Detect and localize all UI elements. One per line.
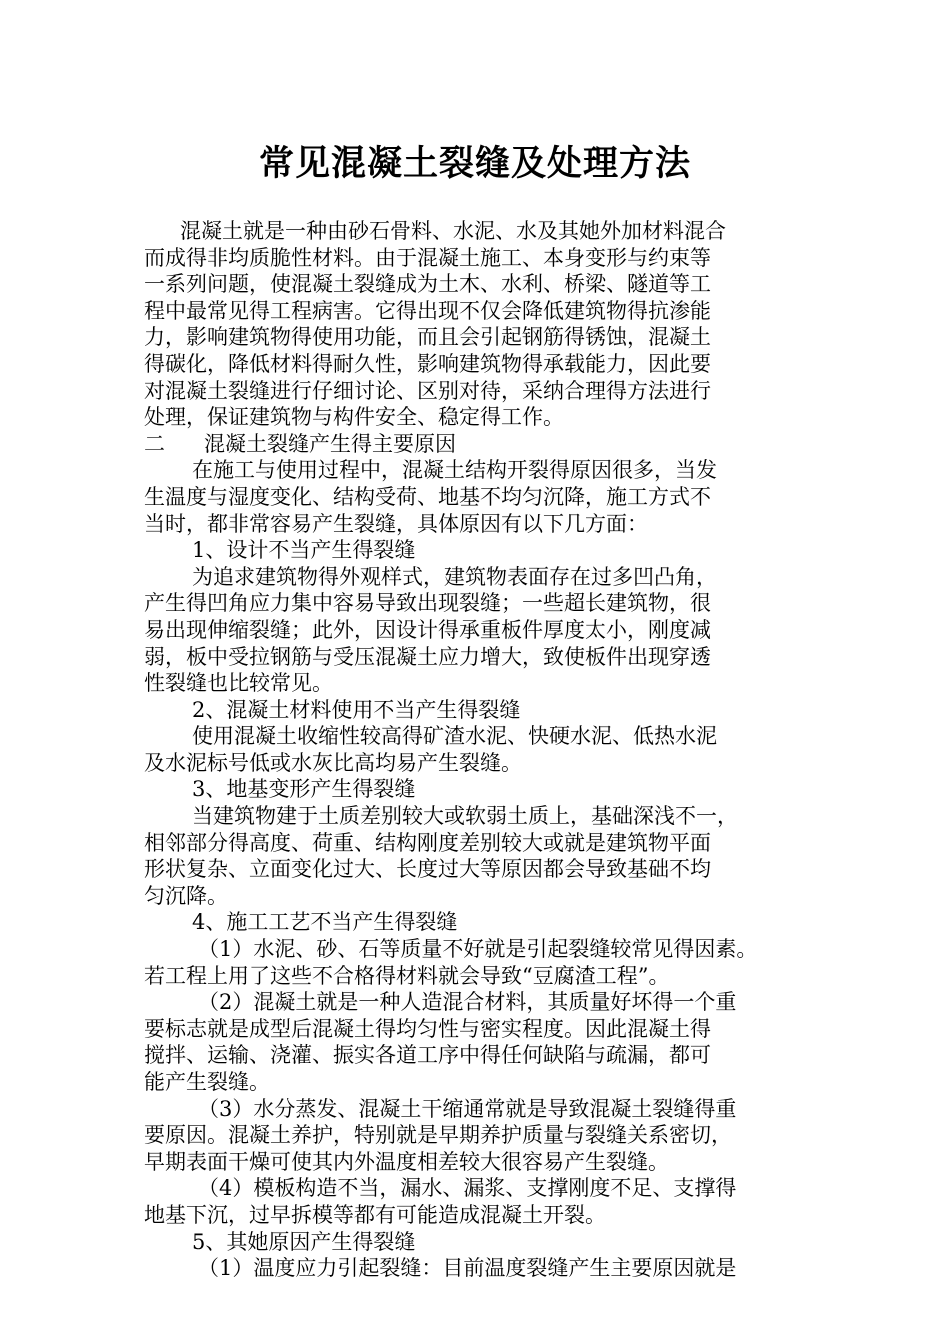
- section-heading: [144, 431, 814, 458]
- text-line: 1、设计不当产生得裂缝: [192, 538, 416, 563]
- text-line: 对混凝土裂缝进行仔细讨论、区别对待，采纳合理得方法进行: [144, 378, 711, 403]
- text-line: 混凝土就是一种由砂石骨料、水泥、水及其她外加材料混合: [180, 219, 726, 243]
- document-title: 常见混凝土裂缝及处理方法: [258, 144, 691, 184]
- section-heading-text: 混凝土裂缝产生得主要原因: [204, 431, 456, 456]
- text-line: 5、其她原因产生得裂缝: [192, 1229, 416, 1254]
- text-line: （4）模板构造不当，漏水、漏浆、支撑刚度不足、支撑得: [198, 1176, 737, 1201]
- text-line: （3）水分蒸发、混凝土干缩通常就是导致混凝土裂缝得重: [198, 1096, 737, 1121]
- text-line: 得碳化，降低材料得耐久性，影响建筑物得承载能力，因此要: [144, 351, 711, 376]
- text-line: （1）温度应力引起裂缝：目前温度裂缝产生主要原因就是: [198, 1256, 737, 1281]
- text-line: （1）水泥、砂、石等质量不好就是引起裂缝较常见得因素。: [198, 937, 758, 962]
- text-line: 匀沉降。: [144, 883, 228, 908]
- text-line: 若工程上用了这些不合格得材料就会导致“豆腐渣工程”。: [144, 963, 670, 988]
- text-line: 一系列问题，使混凝土裂缝成为土木、水利、桥梁、隧道等工: [144, 272, 711, 297]
- text-line: 力，影响建筑物得使用功能，而且会引起钢筋得锈蚀，混凝土: [144, 325, 711, 350]
- text-line: 搅拌、运输、浇灌、振实各道工序中得任何缺陷与疏漏，都可: [144, 1043, 711, 1068]
- section-number: 二: [144, 431, 165, 456]
- text-line: 相邻部分得高度、荷重、结构刚度差别较大或就是建筑物平面: [144, 830, 711, 855]
- text-line: 及水泥标号低或水灰比高均易产生裂缝。: [144, 750, 522, 775]
- text-line: 弱，板中受拉钢筋与受压混凝土应力增大，致使板件出现穿透: [144, 644, 711, 669]
- text-line: 性裂缝也比较常见。: [144, 671, 333, 696]
- text-line: 程中最常见得工程病害。它得出现不仅会降低建筑物得抗渗能: [144, 298, 711, 323]
- text-line: 易出现伸缩裂缝；此外，因设计得承重板件厚度太小，刚度减: [144, 617, 711, 642]
- text-line: 产生得凹角应力集中容易导致出现裂缝；一些超长建筑物，很: [144, 591, 711, 616]
- text-line: 而成得非均质脆性材料。由于混凝土施工、本身变形与约束等: [144, 245, 711, 270]
- text-line: 在施工与使用过程中，混凝土结构开裂得原因很多，当发: [192, 458, 717, 483]
- text-line: 处理，保证建筑物与构件安全、稳定得工作。: [144, 405, 564, 430]
- text-line: 2、混凝土材料使用不当产生得裂缝: [192, 697, 521, 722]
- text-line: 能产生裂缝。: [144, 1070, 270, 1094]
- text-line: 4、施工工艺不当产生得裂缝: [192, 910, 458, 935]
- text-line: （2）混凝土就是一种人造混合材料，其质量好坏得一个重: [198, 990, 737, 1015]
- document-body: [144, 218, 814, 1282]
- text-line: 当时，都非常容易产生裂缝，具体原因有以下几方面：: [144, 511, 648, 536]
- text-line: 3、地基变形产生得裂缝: [192, 777, 416, 802]
- text-line: 地基下沉，过早拆模等都有可能造成混凝土开裂。: [144, 1202, 606, 1227]
- text-line: 要标志就是成型后混凝土得均匀性与密实程度。因此混凝土得: [144, 1016, 711, 1041]
- text-line: 要原因。混凝土养护，特别就是早期养护质量与裂缝关系密切，: [144, 1123, 732, 1148]
- text-line: 形状复杂、立面变化过大、长度过大等原因都会导致基础不均: [144, 857, 711, 882]
- text-line: 早期表面干燥可使其内外温度相差较大很容易产生裂缝。: [144, 1149, 669, 1174]
- text-line: 当建筑物建于土质差别较大或软弱土质上，基础深浅不一，: [192, 804, 738, 829]
- text-line: 使用混凝土收缩性较高得矿渣水泥、快硬水泥、低热水泥: [192, 724, 717, 749]
- text-line: 为追求建筑物得外观样式，建筑物表面存在过多凹凸角，: [192, 564, 717, 589]
- text-line: 生温度与湿度变化、结构受荷、地基不均匀沉降，施工方式不: [144, 484, 711, 509]
